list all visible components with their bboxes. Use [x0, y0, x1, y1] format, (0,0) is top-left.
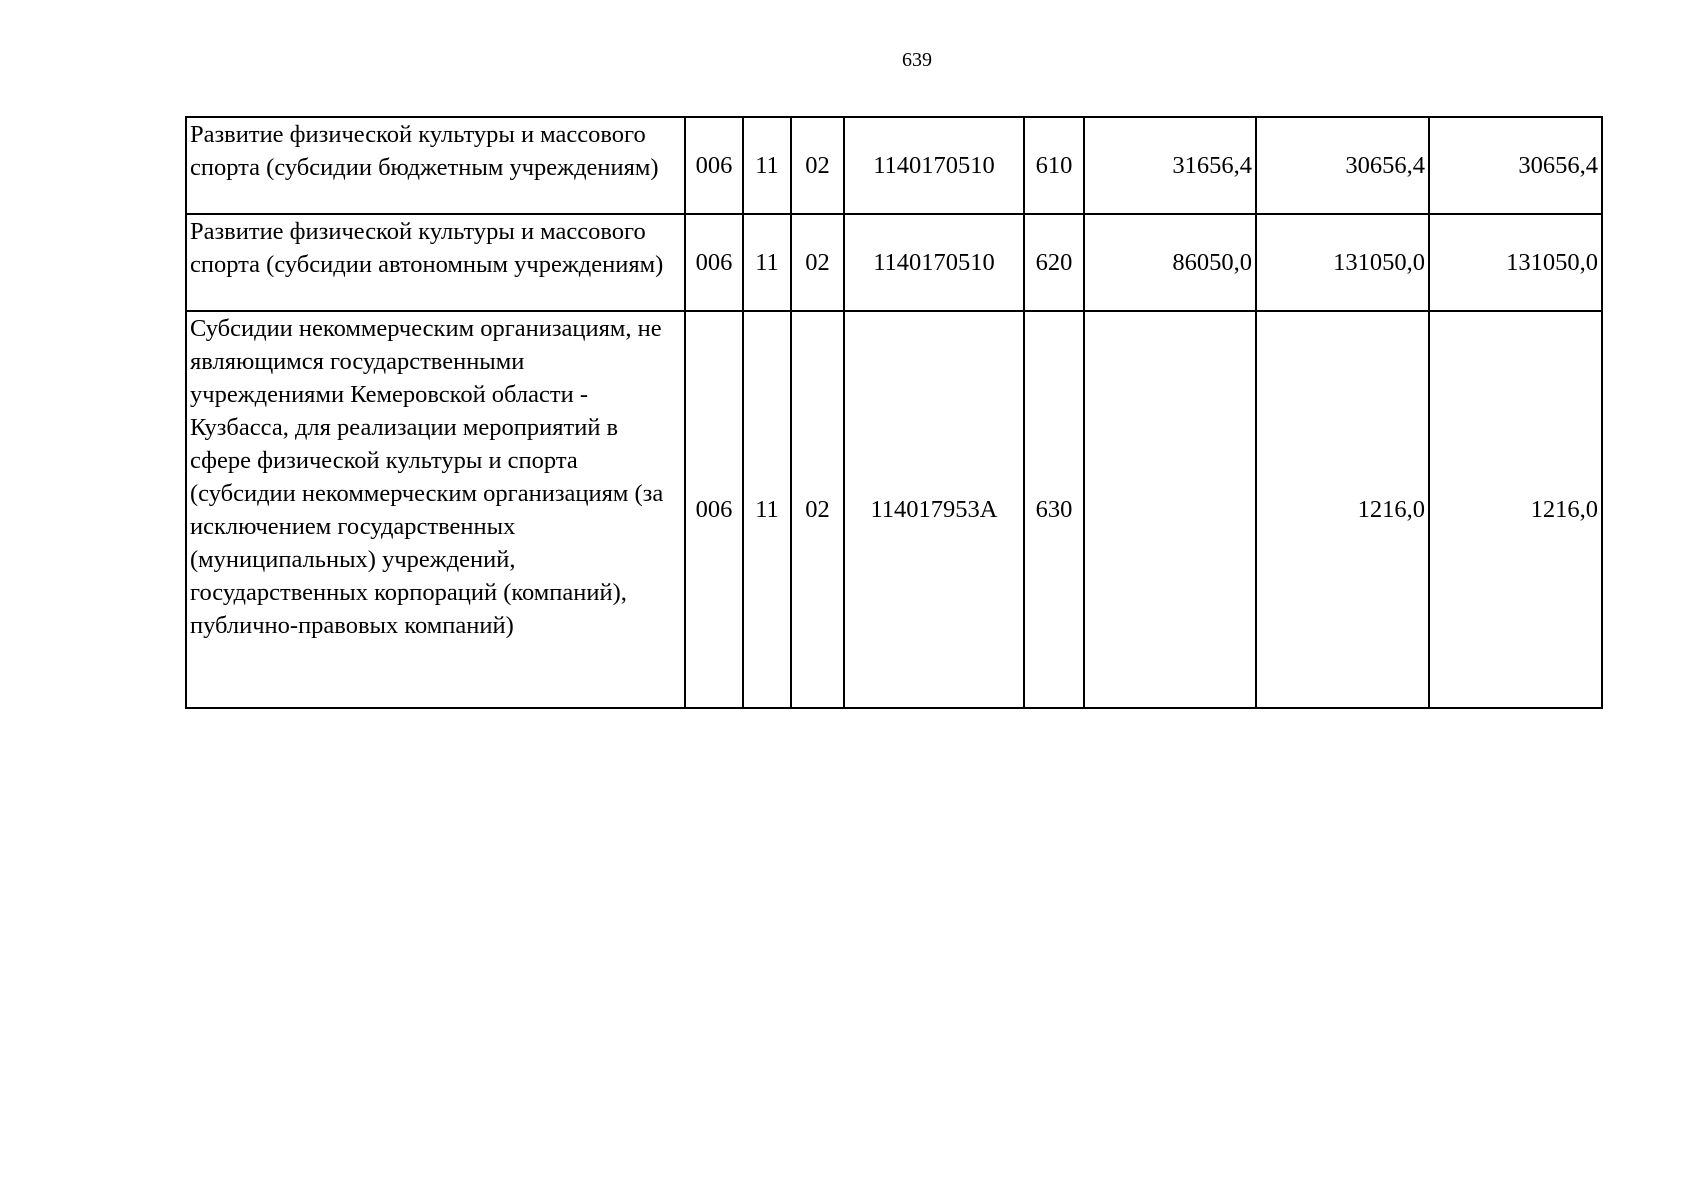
expense-type-cell: 610 — [1024, 117, 1084, 214]
expense-name-cell: Субсидии некоммерческим организациям, не являющимся государственными учреждениями Кемеровской области - Кузбасса, для реализации мероприятий в сфере физической культуры и спорта (субсидии некоммерческим организациям (за исключением государственных (муниципальных) учреждений, государственных корпораций (компаний), публично-правовых компаний) — [186, 311, 685, 708]
amount-year-2-cell: 30656,4 — [1256, 117, 1429, 214]
expense-type-cell: 620 — [1024, 214, 1084, 311]
target-article-cell: 1140170510 — [844, 214, 1024, 311]
target-article-cell: 114017953А — [844, 311, 1024, 708]
table-row — [186, 311, 1602, 708]
amount-year-3-cell: 131050,0 — [1429, 214, 1602, 311]
ministry-code-cell: 006 — [685, 311, 743, 708]
subsection-code-cell: 02 — [791, 214, 844, 311]
amount-year-3-cell: 30656,4 — [1429, 117, 1602, 214]
amount-year-2-cell: 1216,0 — [1256, 311, 1429, 708]
table-row — [186, 117, 1602, 214]
amount-year-1-cell — [1084, 311, 1256, 708]
expense-type-cell: 630 — [1024, 311, 1084, 708]
ministry-code-cell: 006 — [685, 117, 743, 214]
expense-name-cell: Развитие физической культуры и массового спорта (субсидии автономным учреждениям) — [186, 214, 685, 311]
amount-year-1-cell: 86050,0 — [1084, 214, 1256, 311]
amount-year-2-cell: 131050,0 — [1256, 214, 1429, 311]
budget-table — [185, 116, 1603, 709]
ministry-code-cell: 006 — [685, 214, 743, 311]
amount-year-1-cell: 31656,4 — [1084, 117, 1256, 214]
target-article-cell: 1140170510 — [844, 117, 1024, 214]
expense-name-cell: Развитие физической культуры и массового спорта (субсидии бюджетным учреждениям) — [186, 117, 685, 214]
table-row — [186, 214, 1602, 311]
section-code-cell: 11 — [743, 311, 791, 708]
page-number: 639 — [902, 49, 932, 71]
amount-year-3-cell: 1216,0 — [1429, 311, 1602, 708]
subsection-code-cell: 02 — [791, 117, 844, 214]
section-code-cell: 11 — [743, 214, 791, 311]
subsection-code-cell: 02 — [791, 311, 844, 708]
section-code-cell: 11 — [743, 117, 791, 214]
